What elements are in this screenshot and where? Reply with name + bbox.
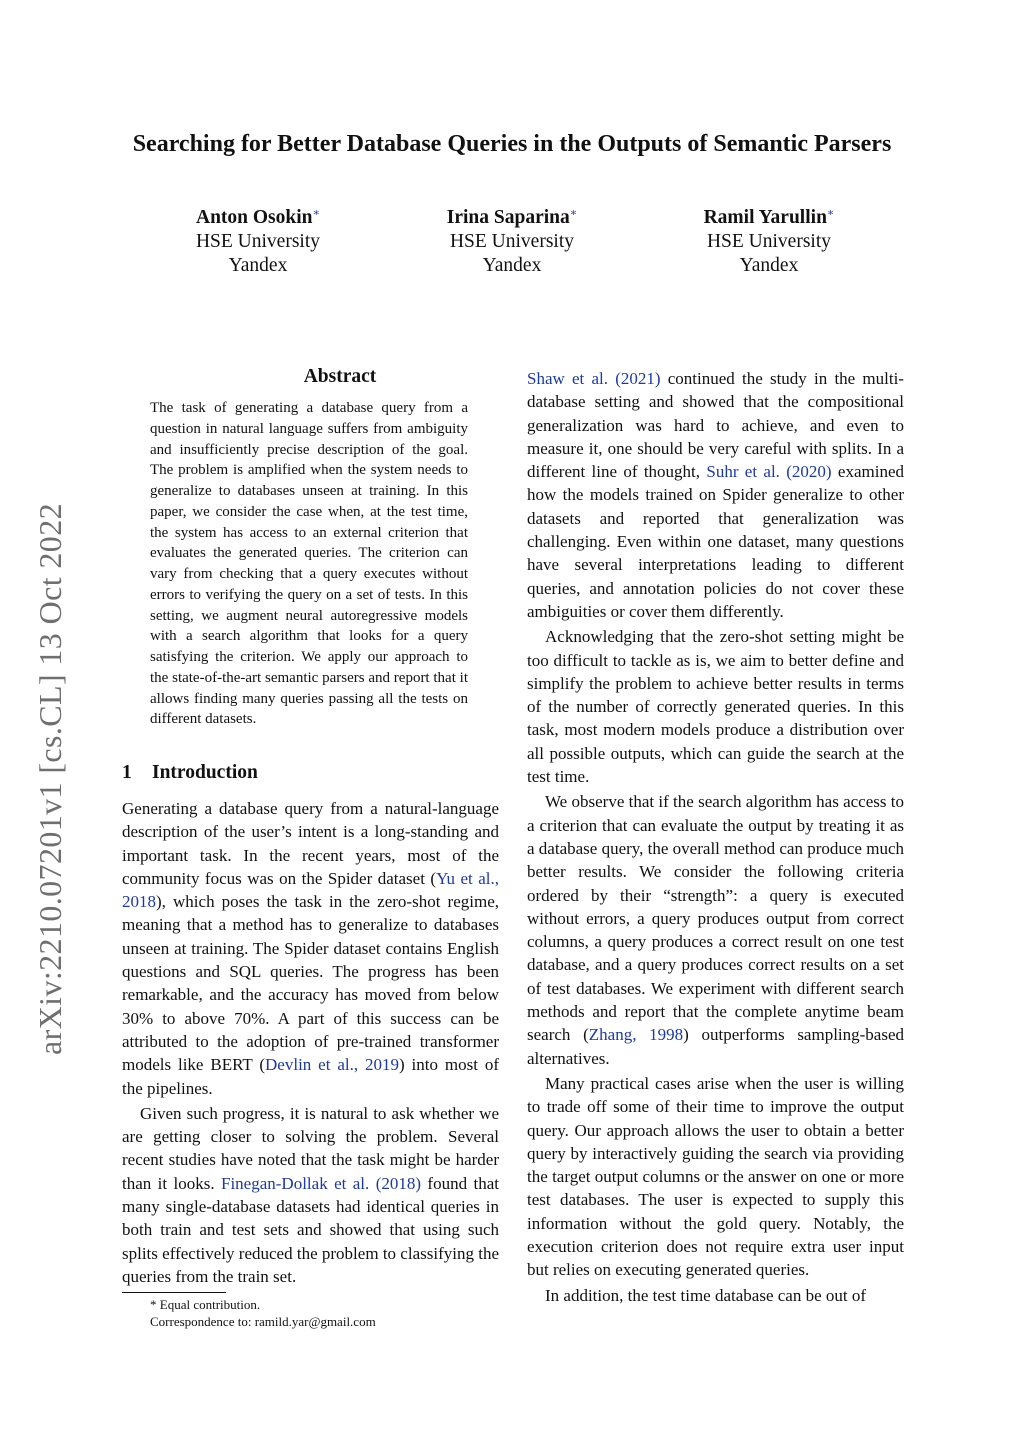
left-column [122,797,499,1290]
author-affiliation: HSE University [706,231,832,252]
author-name-line [148,206,368,230]
citation-link[interactable]: Devlin et al., 2019 [265,1055,399,1075]
abstract-text: The task of generating a database query from a question in natural language suffers from ambiguity and insufficiently precise description of the goal. The problem is amplified when the system needs to generalize to databases unseen at training. In this paper, we consider the case when, at the test time, the system has access to an external criterion that evaluates the generated queries. The criterion can vary from checking that a query executes without errors to verifying the query on a set of tests. In this setting, we augment neural autoregressive models with a search algorithm that looks for a query satisfying the criterion. We apply our approach to the state-of-the-art semantic parsers and report that it allows finding many queries passing all the tests on different datasets. [150,400,468,728]
author-affiliation: HSE University [449,231,575,252]
footnote-correspondence: Correspondence to: ramild.yar@gmail.com [150,1314,376,1329]
citation-link[interactable]: Shaw et al. (2021) [527,369,661,388]
abstract-heading: Abstract [303,366,377,387]
paragraph: Given such progress, it is natural to ask whether we are getting closer to solving the problem. Several recent studies have noted that the task might be harder than it looks. Finegan-Dollak et al. (2018) found that many single-database datasets had identical queries in both train and test sets and showed that using such splits effectively reduced the problem to classifying the queries from the train set. [122,1103,499,1286]
author-name: Irina Saparina [446,207,570,228]
paragraph: We observe that if the search algorithm has access to a criterion that can evaluate the output by treating it as a database query, the overall method can produce much better results. We consider the following criteria ordered by their “strength”: a query is executed without errors, a query produces output from correct columns, a query produces a correct result on one test database, and a query produces correct results on a set of test databases. We experiment with different search methods and report that the complete anytime beam search (Zhang, 1998) outperforms sampling-based alternatives. [527,792,905,1068]
author-name-line [402,206,622,230]
paragraph: Many practical cases arise when the user is willing to trade off some of their time to improve the output query. Our approach allows the user to obtain a better query by interactively guiding the search via providing the target output columns or the answer on one or more test databases. The user is expected to supply this information without the gold query. Notably, the execution criterion does not require extra user input but relies on executing generated queries. [527,1073,904,1280]
citation-link[interactable]: Zhang, 1998 [588,1025,684,1045]
citation-link[interactable]: Yu et al., 2018 [122,868,499,912]
paragraph: Acknowledging that the zero-shot setting might be too difficult to tackle as is, we aim to better define and simplify the problem to achieve better results in terms of the number of correctly generated queries. In this task, most modern models produce a distribution over all possible outputs, which can guide the search at the test time. [527,627,904,787]
paragraph: Shaw et al. (2021) continued the study in the multi-database setting and showed that the compositional generalization was hard to achieve, and even to measure it, one should be very careful with splits. In a different line of thought, Suhr et al. (2020) examined how the models trained on Spider generalize to other datasets and reported that generalization was challenging. Even within one dataset, many questions have several interpretations leading to different queries, and annotation policies do not cover these ambiguities or cover them differently. [527,369,905,621]
citation-link[interactable]: Suhr et al. (2020) [706,462,832,482]
paper-title: Searching for Better Database Queries in the Outputs of Semantic Parsers [132,131,892,157]
footnote-divider [122,1292,226,1293]
paragraph: Generating a database query from a natural-language description of the user’s intent is a long-standing and important task. In the recent years, most of the community focus was on the Spider dataset (Yu et al., 2018), which poses the task in the zero-shot regime, meaning that a method has to generalize to databases unseen at training. The Spider dataset contains English questions and SQL queries. The progress has been remarkable, and the accuracy has moved from below 30% to above 70%. A part of this success can be attributed to the adoption of pre-trained transformer models like BERT (Devlin et al., 2019) into most of the pipelines. [122,799,499,1098]
right-column [527,367,904,1309]
author-affiliation: Yandex [739,255,799,276]
author-name: Anton Osokin [196,207,313,228]
author-block [659,206,879,278]
author-affiliation: Yandex [228,255,288,276]
author-block [402,206,622,278]
author-block [148,206,368,278]
section-title: Introduction [152,762,258,783]
section-number: 1 [122,762,132,783]
author-name: Ramil Yarullin [703,207,827,228]
footnote-equal-contribution: * Equal contribution. [150,1297,261,1312]
author-name-line [659,206,879,230]
arxiv-identifier: arXiv:2210.07201v1 [cs.CL] 13 Oct 2022 [32,502,68,1055]
equal-contribution-mark: ∗ [569,207,578,219]
paragraph: In addition, the test time database can be out of [545,1285,867,1305]
equal-contribution-mark: ∗ [826,207,835,219]
equal-contribution-mark: ∗ [312,207,320,219]
citation-link[interactable]: Finegan-Dollak et al. (2018) [221,1173,422,1193]
author-affiliation: HSE University [195,231,321,252]
section-heading [122,762,258,784]
author-affiliation: Yandex [482,255,542,276]
